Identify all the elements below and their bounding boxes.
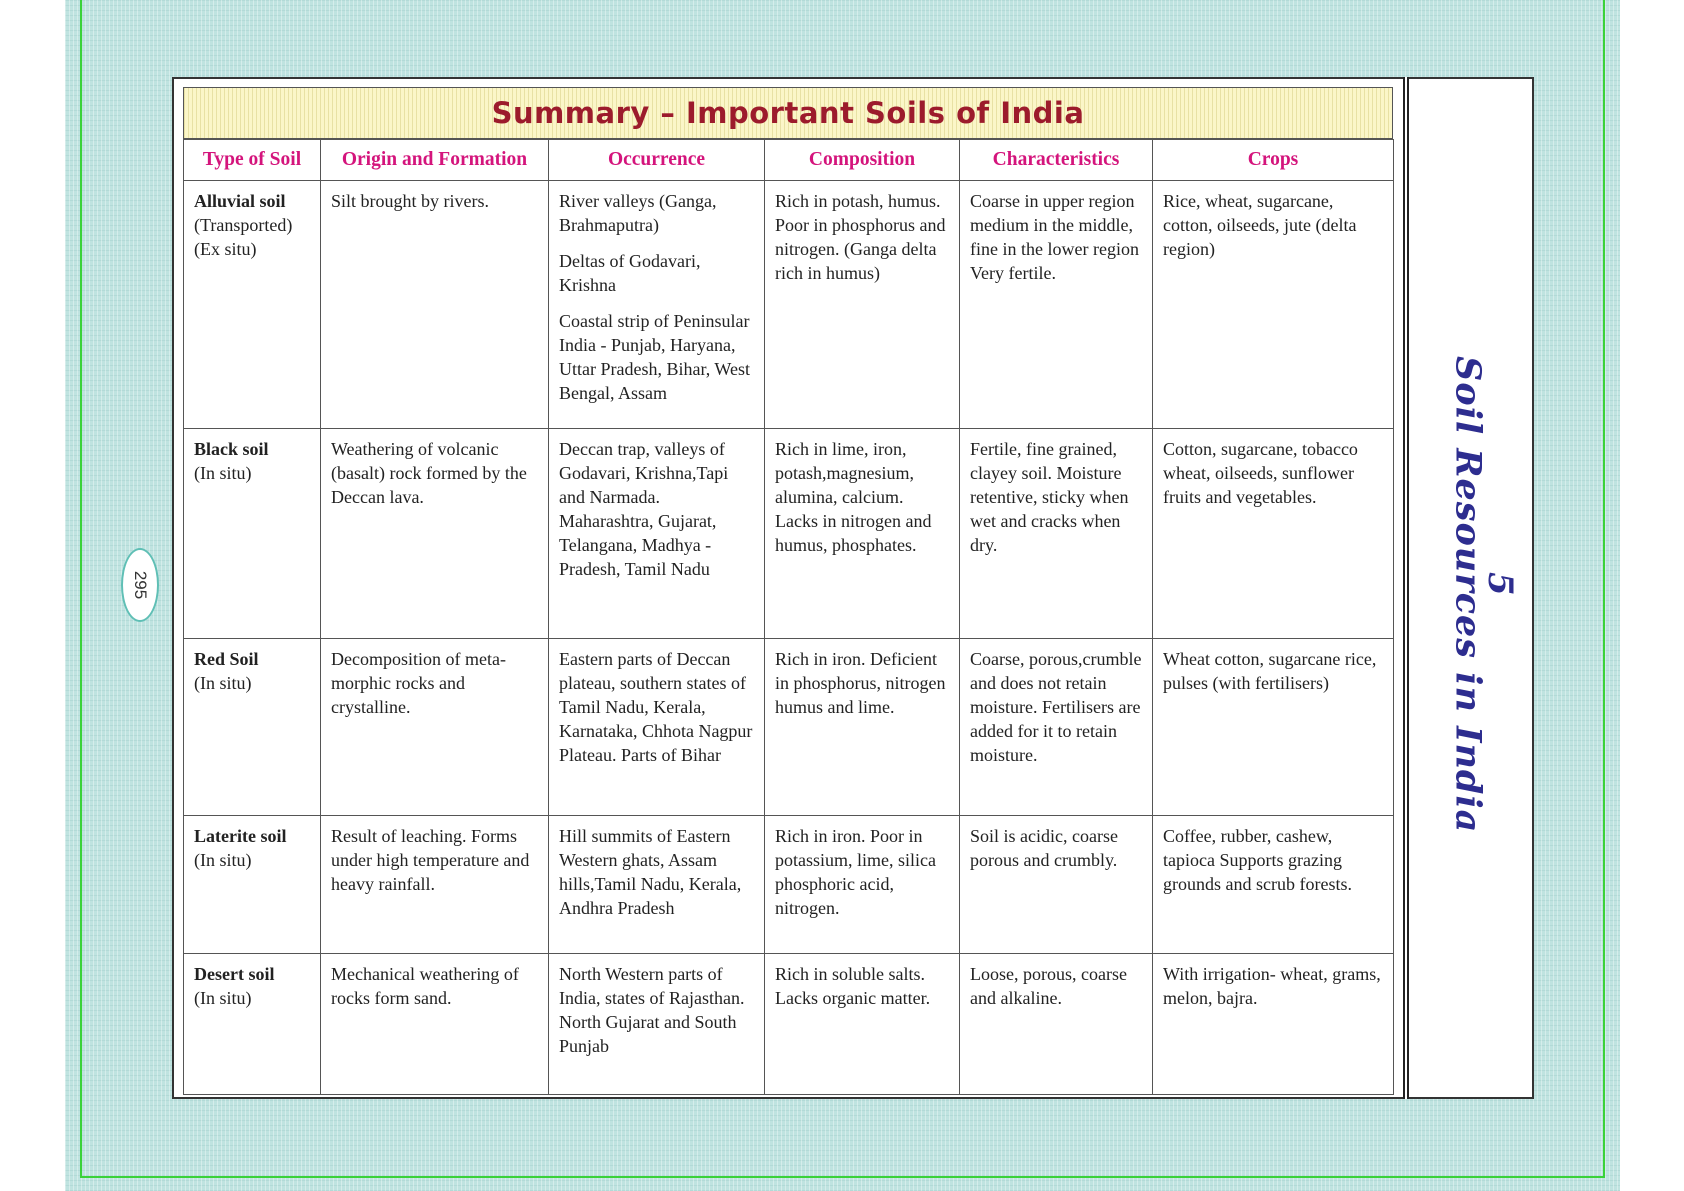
origin-cell: Decomposition of meta-morphic rocks and crystalline.	[321, 639, 549, 816]
composition-cell: Rich in potash, humus. Poor in phosphorus and nitrogen. (Ganga delta rich in humus)	[765, 181, 960, 429]
occurrence-text: Deccan trap, valleys of Godavari, Krishna,Tapi and Narmada. Maharashtra, Gujarat, Telangana, Madhya - Pradesh, Tamil Nadu	[559, 439, 729, 579]
characteristics-cell: Fertile, fine grained, clayey soil. Moisture retentive, sticky when wet and cracks when dry.	[960, 429, 1153, 639]
crops-cell: Wheat cotton, sugarcane rice, pulses (with fertilisers)	[1153, 639, 1394, 816]
crops-cell: Rice, wheat, sugarcane, cotton, oilseeds, jute (delta region)	[1153, 181, 1394, 429]
origin-cell: Weathering of volcanic (basalt) rock formed by the Deccan lava.	[321, 429, 549, 639]
table-row	[184, 639, 1394, 816]
soil-type-cell	[184, 816, 321, 954]
occurrence-text: Eastern parts of Deccan plateau, southern states of Tamil Nadu, Kerala, Karnataka, Chhota Nagpur Plateau. Parts of Bihar	[559, 649, 753, 765]
soil-formation-type: (In situ)	[194, 463, 252, 483]
page-number-badge	[121, 548, 159, 622]
chapter-divider	[1403, 77, 1409, 1099]
occurrence-text: River valleys (Ganga, Brahmaputra)	[559, 191, 717, 235]
soil-type-cell	[184, 181, 321, 429]
soil-name: Black soil	[194, 439, 269, 459]
occurrence-text: North Western parts of India, states of Rajasthan. North Gujarat and South Punjab	[559, 964, 745, 1056]
header-characteristics: Characteristics	[960, 140, 1153, 181]
occurrence-cell	[549, 639, 765, 816]
composition-cell: Rich in soluble salts. Lacks organic matter.	[765, 954, 960, 1095]
soil-formation-type: (In situ)	[194, 673, 252, 693]
header-type-of-soil: Type of Soil	[184, 140, 321, 181]
characteristics-cell: Soil is acidic, coarse porous and crumbly.	[960, 816, 1153, 954]
table-row	[184, 181, 1394, 429]
soils-table	[183, 139, 1394, 1095]
origin-cell: Mechanical weathering of rocks form sand.	[321, 954, 549, 1095]
table-row	[184, 816, 1394, 954]
chapter-title-box	[1413, 345, 1523, 845]
soil-name: Red Soil	[194, 649, 259, 669]
occurrence-text: Hill summits of Eastern Western ghats, Assam hills,Tamil Nadu, Kerala, Andhra Pradesh	[559, 826, 742, 918]
header-origin: Origin and Formation	[321, 140, 549, 181]
table-row	[184, 954, 1394, 1095]
composition-cell: Rich in iron. Poor in potassium, lime, silica phosphoric acid, nitrogen.	[765, 816, 960, 954]
soil-formation-type: (Transported) (Ex situ)	[194, 215, 293, 259]
characteristics-cell: Coarse, porous,crumble and does not retain moisture. Fertilisers are added for it to retain moisture.	[960, 639, 1153, 816]
origin-cell: Result of leaching. Forms under high temperature and heavy rainfall.	[321, 816, 549, 954]
header-crops: Crops	[1153, 140, 1394, 181]
crops-cell: With irrigation- wheat, grams, melon, bajra.	[1153, 954, 1394, 1095]
crops-cell: Coffee, rubber, cashew, tapioca Supports grazing grounds and scrub forests.	[1153, 816, 1394, 954]
characteristics-cell: Coarse in upper region medium in the middle, fine in the lower region Very fertile.	[960, 181, 1153, 429]
soil-name: Alluvial soil	[194, 191, 286, 211]
soil-type-cell	[184, 429, 321, 639]
chapter-title: Soil Resources in India	[1447, 356, 1489, 834]
soil-formation-type: (In situ)	[194, 988, 252, 1008]
occurrence-cell	[549, 429, 765, 639]
table-row	[184, 429, 1394, 639]
crops-cell: Cotton, sugarcane, tobacco wheat, oilseeds, sunflower fruits and vegetables.	[1153, 429, 1394, 639]
soil-formation-type: (In situ)	[194, 850, 252, 870]
chapter-number: 5	[1480, 572, 1520, 596]
header-composition: Composition	[765, 140, 960, 181]
page-number: 295	[131, 570, 150, 600]
occurrence-text: Coastal strip of Peninsular India - Punjab, Haryana, Uttar Pradesh, Bihar, West Bengal, Assam	[559, 311, 750, 403]
occurrence-cell	[549, 816, 765, 954]
table-title: Summary – Important Soils of India	[491, 96, 1085, 130]
table-title-bar	[183, 87, 1393, 139]
soil-type-cell	[184, 639, 321, 816]
occurrence-text: Deltas of Godavari, Krishna	[559, 251, 701, 295]
soil-type-cell	[184, 954, 321, 1095]
composition-cell: Rich in iron. Deficient in phosphorus, nitrogen humus and lime.	[765, 639, 960, 816]
header-occurrence: Occurrence	[549, 140, 765, 181]
origin-cell: Silt brought by rivers.	[321, 181, 549, 429]
composition-cell: Rich in lime, iron, potash,magnesium, alumina, calcium. Lacks in nitrogen and humus, phosphates.	[765, 429, 960, 639]
soil-name: Laterite soil	[194, 826, 287, 846]
table-header-row	[184, 140, 1394, 181]
soil-name: Desert soil	[194, 964, 275, 984]
occurrence-cell	[549, 181, 765, 429]
occurrence-cell	[549, 954, 765, 1095]
characteristics-cell: Loose, porous, coarse and alkaline.	[960, 954, 1153, 1095]
